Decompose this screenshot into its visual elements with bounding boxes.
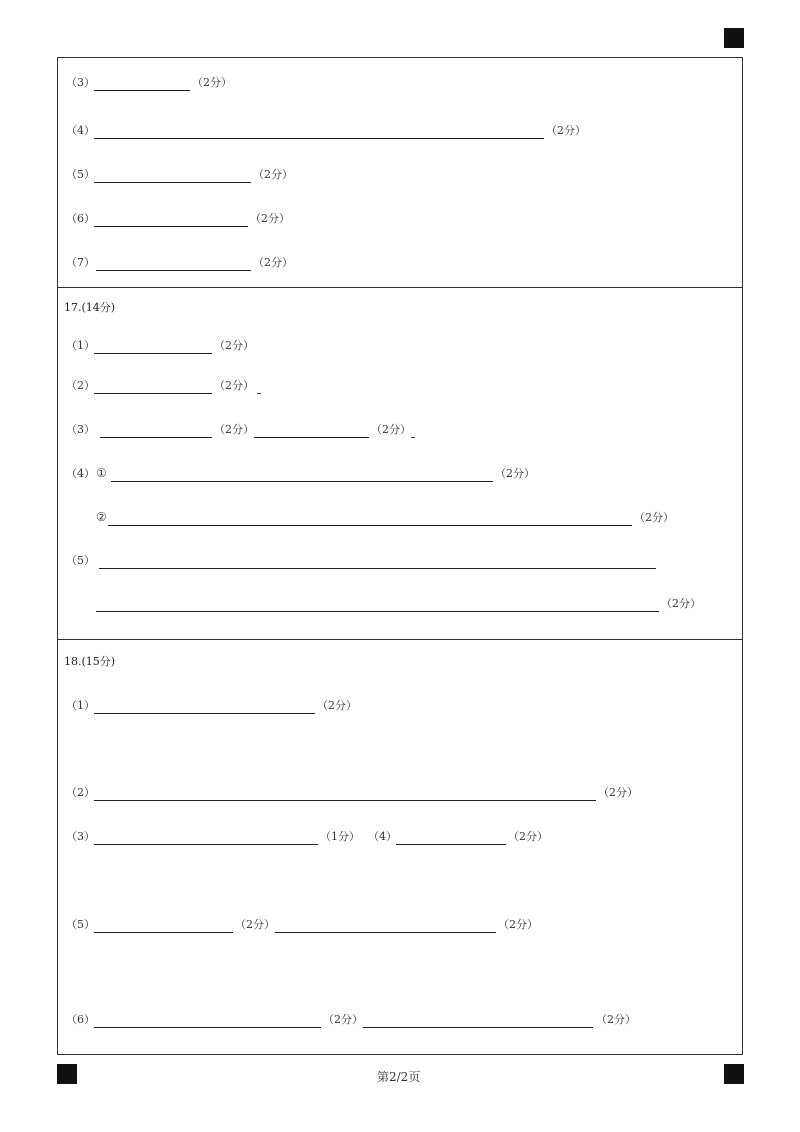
answer-line[interactable]	[94, 226, 248, 227]
answer-line[interactable]	[94, 713, 315, 714]
question-number: （3）	[66, 76, 95, 89]
question-number: （4）	[66, 467, 95, 480]
score-label: （2分）	[634, 511, 674, 524]
sub-question-marker: ①	[96, 466, 107, 480]
registration-mark-top-right	[724, 28, 744, 48]
score-label: （2分）	[498, 918, 538, 931]
answer-line[interactable]	[94, 138, 544, 139]
answer-line[interactable]	[94, 932, 233, 933]
answer-line[interactable]	[94, 800, 596, 801]
page-number: 第2/2页	[377, 1070, 421, 1084]
section-divider-18	[57, 639, 743, 640]
answer-line[interactable]	[363, 1027, 593, 1028]
section-divider-17	[57, 287, 743, 288]
score-label: （2分）	[371, 423, 411, 436]
question-number: （2）	[66, 379, 95, 392]
answer-line[interactable]	[99, 568, 656, 569]
score-label: （2分）	[661, 597, 701, 610]
question-number: （5）	[66, 918, 95, 931]
answer-line[interactable]	[96, 270, 251, 271]
registration-mark-bottom-left	[57, 1064, 77, 1084]
score-label: （2分）	[253, 168, 293, 181]
answer-line[interactable]	[94, 353, 212, 354]
answer-box	[57, 57, 743, 1055]
score-label: （2分）	[323, 1013, 363, 1026]
score-label: （2分）	[192, 76, 232, 89]
answer-line[interactable]	[275, 932, 496, 933]
answer-line[interactable]	[254, 437, 369, 438]
question-number: （6）	[66, 212, 95, 225]
score-label: （2分）	[214, 379, 254, 392]
answer-line[interactable]	[100, 437, 212, 438]
answer-line[interactable]	[96, 611, 659, 612]
question-number: （4）	[368, 830, 397, 843]
score-label: （2分）	[596, 1013, 636, 1026]
score-label: （2分）	[214, 339, 254, 352]
sub-question-marker: ②	[96, 510, 107, 524]
question-number: （7）	[66, 256, 95, 269]
score-label: （2分）	[546, 124, 586, 137]
question-number: （5）	[66, 168, 95, 181]
score-label: （2分）	[598, 786, 638, 799]
answer-line[interactable]	[111, 481, 493, 482]
answer-line[interactable]	[396, 844, 506, 845]
question-number: （6）	[66, 1013, 95, 1026]
registration-mark-bottom-right	[724, 1064, 744, 1084]
score-label: （2分）	[235, 918, 275, 931]
answer-line[interactable]	[94, 90, 190, 91]
section-heading: 18.(15分)	[64, 655, 116, 668]
section-heading: 17.(14分)	[64, 301, 116, 314]
question-number: （5）	[66, 554, 95, 567]
answer-line[interactable]	[94, 393, 212, 394]
answer-line[interactable]	[94, 844, 318, 845]
score-label: （2分）	[495, 467, 535, 480]
answer-line[interactable]	[94, 1027, 321, 1028]
stray-mark	[411, 437, 415, 438]
stray-mark	[257, 393, 261, 394]
score-label: （1分）	[320, 830, 360, 843]
score-label: （2分）	[253, 256, 293, 269]
score-label: （2分）	[250, 212, 290, 225]
answer-line[interactable]	[94, 182, 251, 183]
score-label: （2分）	[508, 830, 548, 843]
question-number: （4）	[66, 124, 95, 137]
question-number: （3）	[66, 830, 95, 843]
score-label: （2分）	[317, 699, 357, 712]
question-number: （3）	[66, 423, 95, 436]
question-number: （1）	[66, 699, 95, 712]
question-number: （2）	[66, 786, 95, 799]
score-label: （2分）	[214, 423, 254, 436]
question-number: （1）	[66, 339, 95, 352]
answer-line[interactable]	[108, 525, 632, 526]
